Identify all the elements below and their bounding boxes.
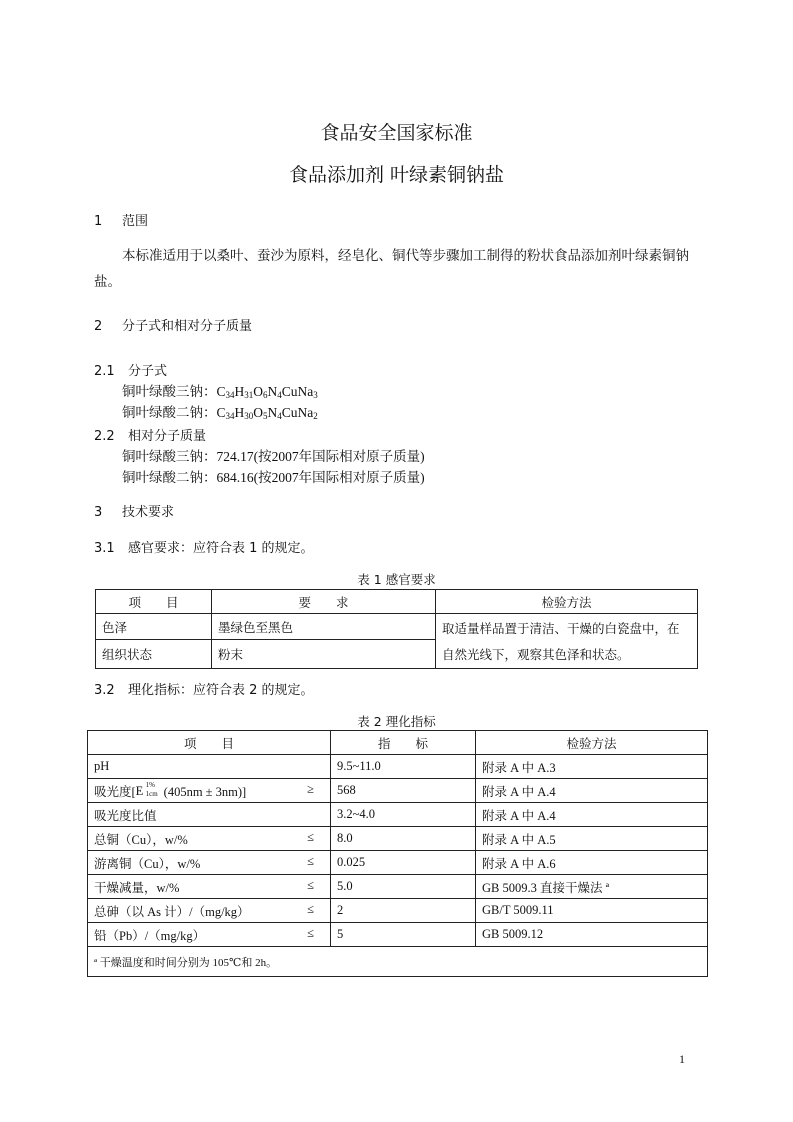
table-row xyxy=(88,851,708,875)
header-method: 检验方法 xyxy=(436,590,698,614)
section-title: 分子式 xyxy=(128,364,168,379)
table-footnote-row xyxy=(88,947,708,977)
section-number: 2 xyxy=(94,319,103,334)
cell-item: 游离铜（Cu），w/% ≤ xyxy=(88,851,331,875)
formula-value: $C_{34}H_{30}O_5N_4CuNa_2$ xyxy=(216,405,318,421)
cell-method: 取适量样品置于清洁、干燥的白瓷盘中，在自然光线下，观察其色泽和状态。 xyxy=(436,614,698,669)
formula-disodium xyxy=(122,401,318,421)
header-item: 项 目 xyxy=(96,590,212,614)
section-1-text: 本标准适用于以桑叶、蚕沙为原料，经皂化、铜代等步骤加工制得的粉状食品添加剂叶绿素铜钠盐。 xyxy=(94,248,689,289)
table-2-caption: 表 2 理化指标 xyxy=(357,714,436,729)
section-3-2-heading xyxy=(94,679,314,698)
cell-item: 铅（Pb）/（mg/kg） ≤ xyxy=(88,923,331,947)
section-1-heading xyxy=(94,210,148,229)
cell-item: 组织状态 xyxy=(96,640,212,669)
cell-item: 总铜（Cu），w/% ≤ xyxy=(88,827,331,851)
section-text: 理化指标：应符合表 2 的规定。 xyxy=(128,683,314,698)
section-number: 3.2 xyxy=(94,683,115,698)
section-title: 相对分子质量 xyxy=(128,429,207,444)
cell-method: GB 5009.3 直接干燥法 ª xyxy=(476,875,708,899)
table-row xyxy=(88,899,708,923)
cell-value: 0.025 xyxy=(331,851,476,875)
table-row xyxy=(88,923,708,947)
cell-method: 附录 A 中 A.3 xyxy=(476,755,708,779)
cell-method: 附录 A 中 A.4 xyxy=(476,803,708,827)
table-row xyxy=(88,779,708,803)
section-3-heading xyxy=(94,501,174,520)
header-method: 检验方法 xyxy=(476,731,708,755)
cell-item: 吸光度比值 xyxy=(88,803,331,827)
section-2-heading xyxy=(94,315,252,334)
cell-value: 2 xyxy=(331,899,476,923)
document-subtitle: 食品添加剂 叶绿素铜钠盐 xyxy=(288,164,505,186)
table-1 xyxy=(95,589,698,669)
cell-item: 干燥减量，w/% ≤ xyxy=(88,875,331,899)
cell-value: 568 xyxy=(331,779,476,803)
table-row xyxy=(96,614,698,640)
header-item: 项 目 xyxy=(88,731,331,755)
table-footnote: ª 干燥温度和时间分别为 105℃和 2h。 xyxy=(88,947,708,977)
cell-method: 附录 A 中 A.5 xyxy=(476,827,708,851)
table-1-caption: 表 1 感官要求 xyxy=(357,572,436,587)
cell-value: 8.0 xyxy=(331,827,476,851)
mass-disodium: 铜叶绿酸二钠：684.16(按2007年国际相对原子质量) xyxy=(122,470,425,485)
cell-item: pH xyxy=(88,755,331,779)
table-header-row xyxy=(96,590,698,614)
section-number: 2.1 xyxy=(94,364,115,379)
cell-value: 3.2~4.0 xyxy=(331,803,476,827)
header-requirement: 要 求 xyxy=(212,590,436,614)
table-header-row xyxy=(88,731,708,755)
cell-value: 9.5~11.0 xyxy=(331,755,476,779)
page-number: 1 xyxy=(679,1052,685,1066)
formula-trisodium xyxy=(122,380,318,400)
document-title: 食品安全国家标准 xyxy=(320,122,473,144)
cell-value: 5.0 xyxy=(331,875,476,899)
formula-label: 铜叶绿酸二钠： xyxy=(122,405,217,420)
table-row xyxy=(88,875,708,899)
header-value: 指 标 xyxy=(331,731,476,755)
cell-item: 色泽 xyxy=(96,614,212,640)
cell-method: 附录 A 中 A.6 xyxy=(476,851,708,875)
cell-method: GB 5009.12 xyxy=(476,923,708,947)
table-row xyxy=(88,827,708,851)
section-title: 技术要求 xyxy=(122,505,175,520)
section-number: 3.1 xyxy=(94,541,115,556)
section-2-2-heading xyxy=(94,425,206,444)
section-number: 2.2 xyxy=(94,429,115,444)
formula-value: $C_{34}H_{31}O_6N_4CuNa_3$ xyxy=(216,384,318,400)
table-2 xyxy=(87,730,708,977)
cell-requirement: 粉末 xyxy=(212,640,436,669)
cell-requirement: 墨绿色至黑色 xyxy=(212,614,436,640)
cell-method: GB/T 5009.11 xyxy=(476,899,708,923)
mass-trisodium: 铜叶绿酸三钠：724.17(按2007年国际相对原子质量) xyxy=(122,449,425,464)
absorbance-symbol: E 1% 1cm xyxy=(135,780,158,798)
table-row xyxy=(88,803,708,827)
section-title: 分子式和相对分子质量 xyxy=(122,319,253,334)
section-text: 感官要求：应符合表 1 的规定。 xyxy=(128,541,314,556)
section-number: 1 xyxy=(94,214,103,229)
section-number: 3 xyxy=(94,505,103,520)
cell-method: 附录 A 中 A.4 xyxy=(476,779,708,803)
cell-item: 吸光度[ E 1% 1cm (405nm ± 3nm)] ≥ xyxy=(88,779,331,803)
section-title: 范围 xyxy=(122,214,149,229)
section-2-1-heading xyxy=(94,360,167,379)
cell-item: 总砷（以 As 计）/（mg/kg） ≤ xyxy=(88,899,331,923)
cell-value: 5 xyxy=(331,923,476,947)
section-3-1-heading xyxy=(94,537,314,556)
formula-label: 铜叶绿酸三钠： xyxy=(122,384,217,399)
table-row xyxy=(88,755,708,779)
